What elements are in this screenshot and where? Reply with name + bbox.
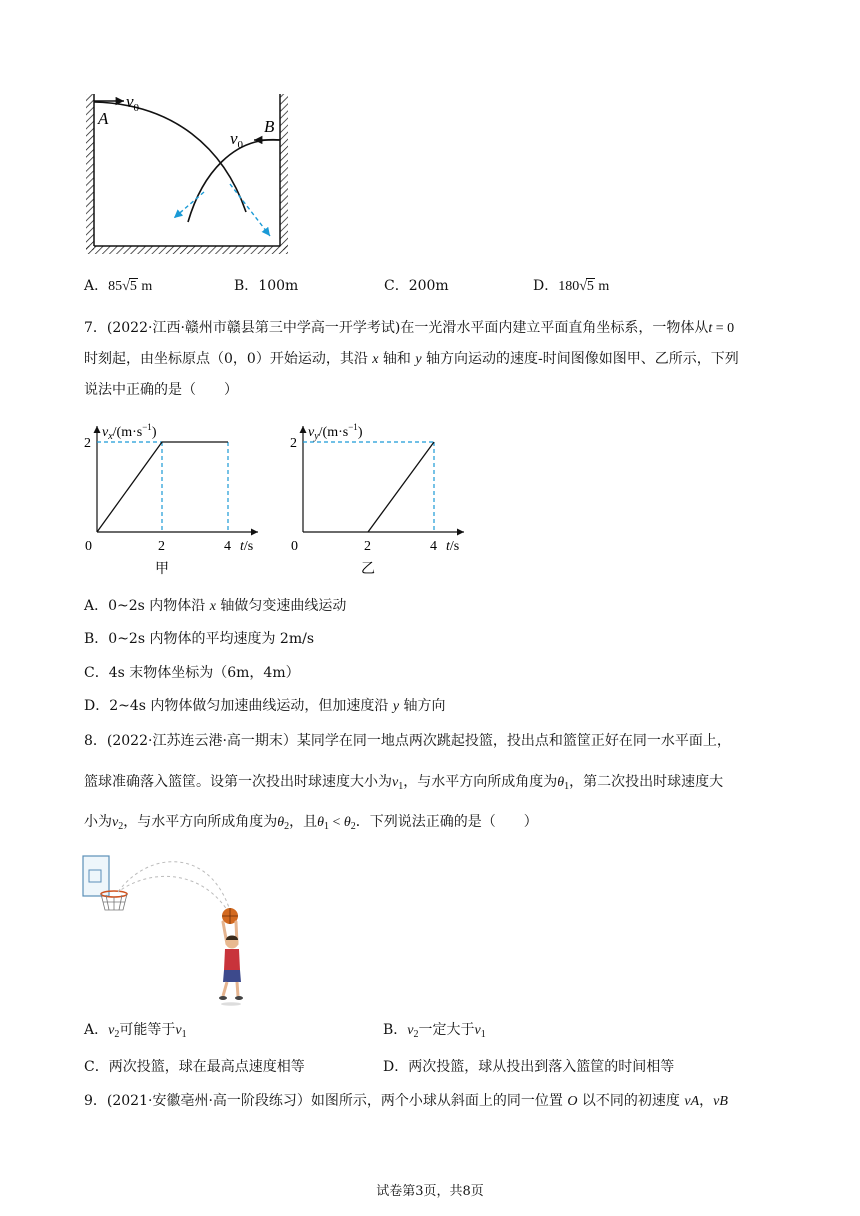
q8-stem-line1: 8．(2022·江苏连云港·高一期末）某同学在同一地点两次跳起投篮，投出点和篮筐正好在同一水平面上， (84, 733, 731, 749)
q6-option-c[interactable]: C．200m (384, 278, 449, 294)
yi-y-tick-2: 2 (290, 436, 297, 451)
label-v0-a: $v_0$ (126, 92, 140, 114)
left-wall (86, 94, 94, 250)
q7-option-b[interactable]: B．0~2s 内物体的平均速度为 2m/s (84, 631, 315, 647)
q8-option-d[interactable]: D．两次投篮，球从投出到落入篮筐的时间相等 (383, 1059, 675, 1075)
yi-vy-line (368, 442, 434, 532)
right-wall (280, 94, 288, 250)
q8-stem-line2: 篮球准确落入篮筐。设第一次投出时球速度大小为$v_1$，与水平方向所成角度为$\theta_1$，第二次投出时球速度大 (84, 774, 724, 792)
yi-x-axis-label: t/s (446, 539, 460, 554)
q7-stem-line2: 时刻起，由坐标原点（0，0）开始运动，其沿 x 轴和 y 轴方向运动的速度-时间图像如图甲、乙所示，下列 (84, 351, 739, 367)
trajectory-b (188, 140, 280, 222)
yi-caption: 乙 (361, 562, 375, 577)
q7-option-a[interactable]: A．0~2s 内物体沿 x 轴做匀变速曲线运动 (84, 598, 347, 614)
graph-jia-vx-t (80, 420, 270, 580)
jia-x-tick-2: 2 (158, 539, 165, 554)
jia-x-tick-4: 4 (224, 539, 231, 554)
yi-x-tick-2: 2 (364, 539, 371, 554)
shot-trajectory-high (118, 862, 232, 918)
ground (86, 246, 288, 254)
label-b: B (264, 117, 275, 136)
q8-stem-line3: 小为$v_2$，与水平方向所成角度为$\theta_2$，且$\theta_1 < \theta_2$．下列说法正确的是（ ） (84, 814, 538, 832)
jia-y-axis-label: $v_x/(m\cdot s^{-1})$ (102, 422, 157, 442)
yi-y-axis-label: $v_y/(m\cdot s^{-1})$ (308, 422, 363, 442)
velocity-arrow-dashed-left (174, 192, 204, 218)
jia-y-tick-2: 2 (84, 436, 91, 451)
yi-origin: 0 (291, 539, 298, 554)
graph-yi-vy-t (286, 420, 476, 580)
q7-option-c[interactable]: C．4s 末物体坐标为（6m，4m） (84, 665, 300, 681)
basketball-shot-illustration (80, 848, 280, 1008)
label-v0-b: $v_0$ (230, 129, 244, 151)
label-a: A (98, 109, 109, 128)
q8-option-a[interactable]: A．$v_2$可能等于$v_1$ (84, 1022, 187, 1040)
jia-caption: 甲 (155, 562, 169, 577)
q7-option-d[interactable]: D．2~4s 内物体做匀加速曲线运动，但加速度沿 y 轴方向 (84, 698, 446, 714)
player (219, 922, 243, 1006)
jia-origin: 0 (85, 539, 92, 554)
projectile-walls-figure (84, 88, 294, 258)
trajectory-a (94, 102, 246, 212)
q6-option-b[interactable]: B．100m (234, 278, 299, 294)
backboard (83, 856, 109, 896)
q9-stem-line1: 9．(2021·安徽亳州·高一阶段练习）如图所示，两个小球从斜面上的同一位置 O 以不同的初速度 vA，vB (84, 1093, 728, 1109)
velocity-arrow-dashed-right (230, 184, 270, 236)
q8-option-c[interactable]: C．两次投篮，球在最高点速度相等 (84, 1059, 305, 1075)
jia-x-axis-label: t/s (240, 539, 254, 554)
q6-option-a[interactable]: A．85√5 m (84, 278, 153, 294)
page-footer: 试卷第3页，共8页 (376, 1184, 484, 1199)
q7-stem-line1: 7．(2022·江西·赣州市赣县第三中学高一开学考试)在一光滑水平面内建立平面直角坐标系，一物体从t = 0 (84, 320, 735, 336)
shot-trajectory-low (118, 876, 232, 918)
yi-x-tick-4: 4 (430, 539, 437, 554)
q6-option-d[interactable]: D．180√5 m (533, 278, 610, 294)
q8-option-b[interactable]: B．$v_2$一定大于$v_1$ (383, 1022, 486, 1040)
q7-stem-line3: 说法中正确的是（ ） (84, 382, 238, 398)
